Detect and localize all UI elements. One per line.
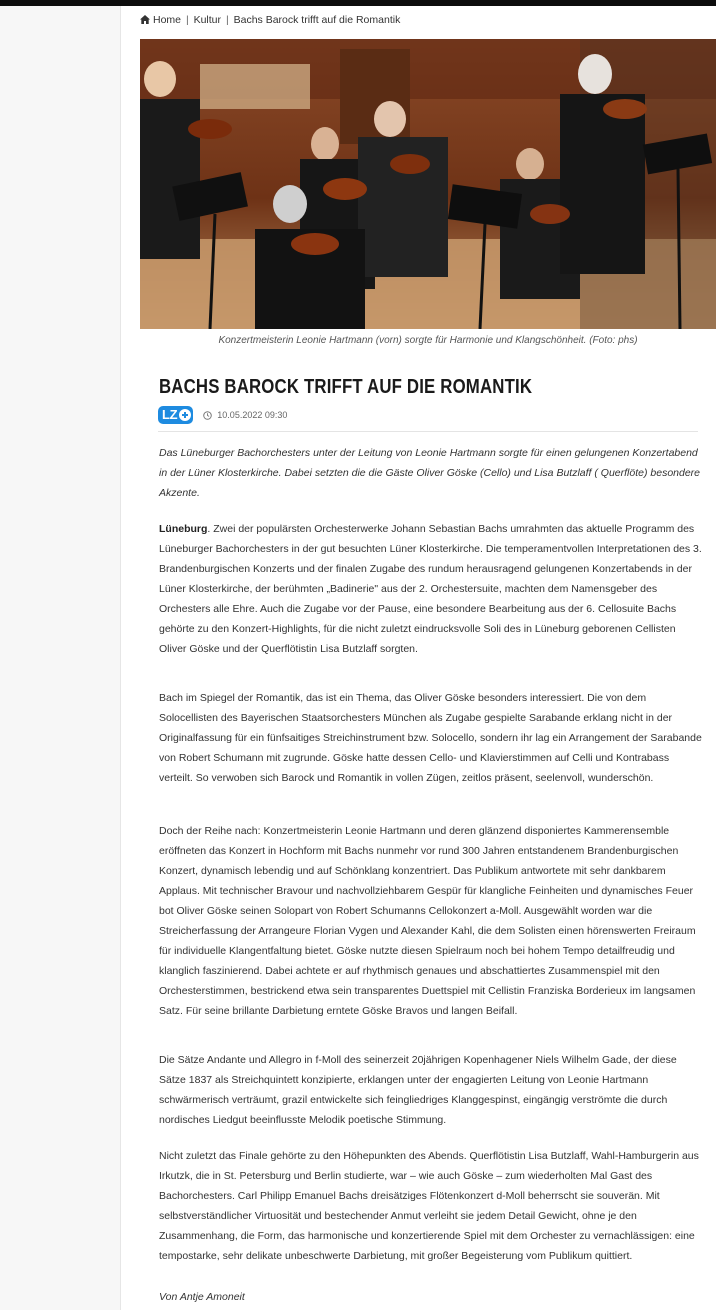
article-paragraph: Doch der Reihe nach: Konzertmeisterin Leonie Hartmann und deren glänzend disponiertes Kammerensemble eröffneten das Konzert in Hochform mit Bachs nunmehr vor rund 300 Jahren entstandenem Brandenburgischen Konzert, dynamisch lebendig und auf Schönklang konzentriert. Das Publikum antwortete mit sehr dankbarem Applaus. Mit technischer Bravour und nachvollziehbarem Gespür für klangliche Feinheiten und dynamisches Feuer bot Oliver Göske seinen Solopart von Robert Schumanns Cellokonzert a-Moll. Ausgewählt worden war die Streicherfassung der Arrangeure Florian Vygen und Alexander Kahl, die dem Solisten einen hörenswerten Freiraum für individuelle Klangentfaltung bietet. Göske nutzte diesen Spielraum noch bei hohem Tempo detailfreudig und klanglich faszinierend. Dabei achtete er auf rhythmisch genaues und abschattiertes Zusammenspiel mit den Orchesterstimmen, bestrickend etwa sein transparentes Duettspiel mit Cellistin Franziska Borderieux im langsamen Satz. Für seine brillante Darbietung erntete Göske Bravos und langen Beifall. [159,825,696,1017]
publish-date: 10.05.2022 09:30 [217,410,288,420]
article-meta [158,406,287,424]
hero-image [140,39,716,329]
article-paragraph [159,519,704,659]
breadcrumb-separator: | [225,14,229,26]
article-paragraph: Nicht zuletzt das Finale gehörte zu den Höhepunkten des Abends. Querflötistin Lisa Butzlaff, Wahl-Hamburgerin aus Irkutzk, die in St. Petersburg und Berlin studierte, war – wie auch Göske – zum wiederholten Mal Gast des Bachorchesters. Carl Philipp Emanuel Bachs dreisätziges Flötenkonzert d-Moll beherrscht sie souverän. Mit selbstverständlicher Virtuosität und bestechender Anmut verleiht sie jedem Detail Gewicht, ohne je den Zusammenhang, die Form, das harmonische und konzertierende Spiel mit dem Orchester zu vernachlässigen: eine tempostarke, sehr delikate unbeschwerte Darbietung, mit großer Begeisterung vom Publikum quittiert. [159,1150,699,1262]
clock-icon [203,411,212,420]
breadcrumb-section-link[interactable]: Kultur [193,14,222,26]
breadcrumb-home-link[interactable]: Home [153,14,182,26]
breadcrumb [140,14,400,26]
image-caption: Konzertmeisterin Leonie Hartmann (vorn) sorgte für Harmonie und Klangschönheit. (Foto: phs) [218,335,638,346]
article-lead: Das Lüneburger Bachorchesters unter der Leitung von Leonie Hartmann sorgte für einen gelungenen Konzertabend in der Lüner Klosterkirche. Dabei setzten die die Gäste Oliver Göske (Cello) und Lisa Butzlaff ( Querflöte) besondere Akzente. [159,447,701,499]
dateline: Lüneburg [159,523,208,535]
article-paragraph: Bach im Spiegel der Romantik, das ist ein Thema, das Oliver Göske besonders interessiert. Die von dem Solocellisten des Bayerischen Staatsorchesters München als Zugabe gespielte Sarabande erklang nicht in der Originalfassung für ein fünfsaitiges Streichinstrument bzw. Solocello, sondern ihr lag ein Arrangement der Sarabande von Robert Schumann mit zugrunde. Göske hatte dessen Cello- und Klavierstimmen auf Celli und Kontrabass verteilt. So verwoben sich Barock und Romantik in vollen Zügen, zeitlos präsent, seelenvoll, wunderschön. [159,692,702,784]
breadcrumb-current: Bachs Barock trifft auf die Romantik [233,14,401,26]
paragraph-text: . Zwei der populärsten Orchesterwerke Johann Sebastian Bachs umrahmten das aktuelle Programm des Lüneburger Bachorchesters in der gut besuchten Lüner Klosterkirche. Die temperamentvollen Interpretationen des 3. Brandenburgischen Konzerts und der finalen Zugabe des rundum herausragend gelungenen Konzertabends in der Lüner Klosterkirche, der berühmten „Badinerie" aus der 2. Orchestersuite, machten dem Namensgeber des Orchesters alle Ehre. Auch die Zugabe vor der Pause, eine besondere Bearbeitung aus der 6. Cellosuite Bachs gehörte zu den Konzert-Highlights, für die nicht zuletzt eindrucksvolle Soli des in Lüneburg geborenen Cellisten Oliver Göske und der Querflötistin Lisa Butzlaff sorgten. [159,523,702,655]
breadcrumb-separator: | [185,14,189,26]
logo-text: LZ [162,407,178,422]
plus-icon [179,409,191,421]
lz-logo[interactable] [158,406,193,424]
article-author: Von Antje Amoneit [159,1291,245,1303]
article-paragraph: Die Sätze Andante und Allegro in f-Moll des seinerzeit 20jährigen Kopenhagener Niels Wilhelm Gade, der diese Sätze 1837 als Streichquintett konzipierte, erklangen unter der engagierten Leitung von Leonie Hartmann schwärmerisch verträumt, grazil entwickelte sich feingliedriges Klanggespinst, eingängig verströmte die durch nordisches Liedgut beeinflusste Melodik poetische Stimmung. [159,1054,677,1126]
article-title: BACHS BAROCK TRIFFT AUF DIE ROMANTIK [159,376,533,398]
home-icon [140,15,150,24]
meta-divider [158,431,698,432]
left-sidebar [0,6,121,1310]
article-column [140,6,716,1310]
